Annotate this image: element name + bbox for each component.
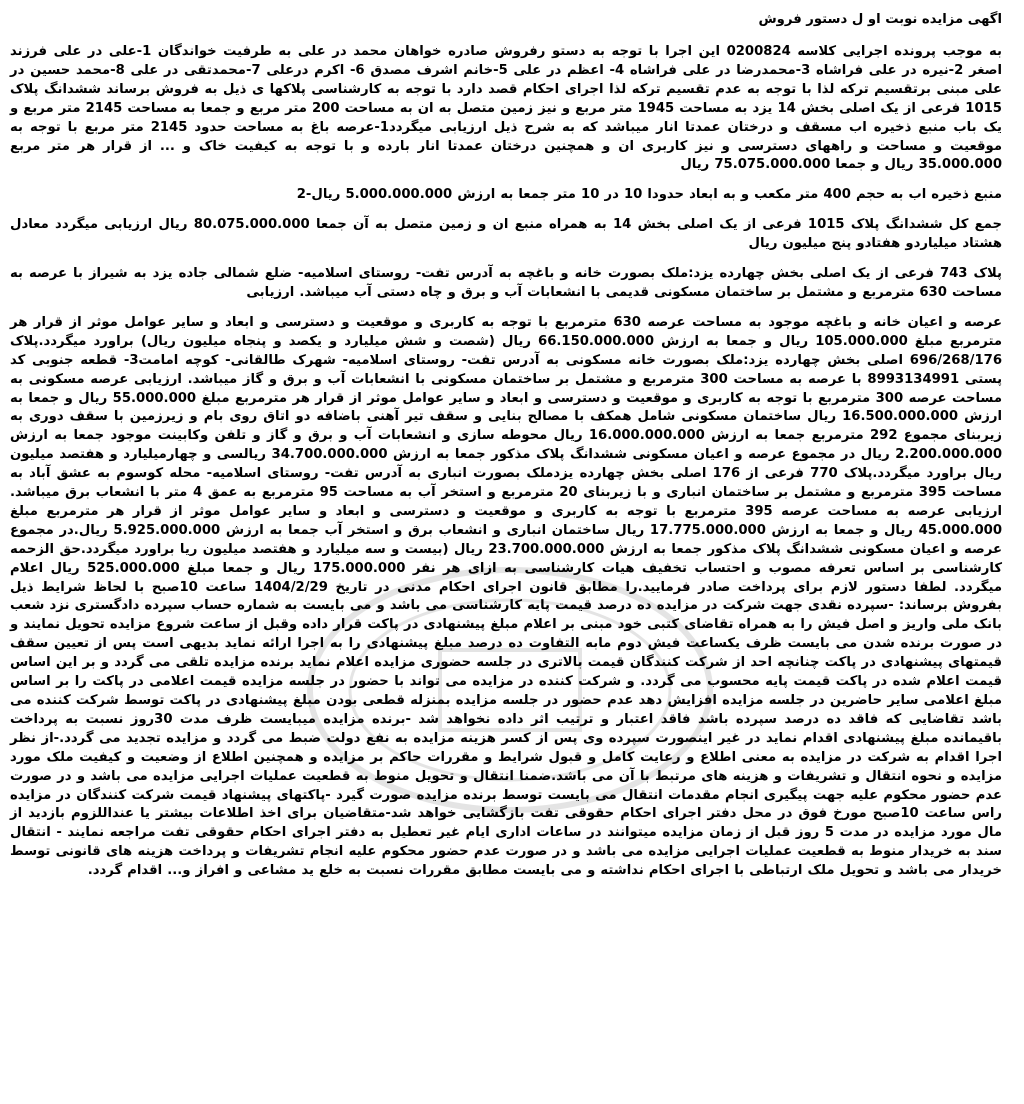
paragraph-water-tank: منبع ذخیره اب به حجم 400 متر مکعب و به ابعاد حدودا 10 در 10 متر جمعا به ارزش 5.000.000.000 ریال-2 <box>296 187 1002 203</box>
paragraph-plot-743: پلاک 743 فرعی از یک اصلی بخش چهارده یزد:ملک بصورت خانه و باغچه به آدرس تفت- روستای اسلامیه- ضلع شمالی جاده یزد به شیراز با عرصه به مساحت 630 مترمربع و مشتمل بر ساختمان مسکونی قدیمی با انشعابات آب و برق و چاه دستی آب میباشد. ارزیابی <box>10 266 1002 300</box>
paragraph-total-plot-1015: جمع کل ششدانگ پلاک 1015 فرعی از یک اصلی بخش 14 به همراه منبع ان و زمین متصل به آن جمعا 80.075.000.000 ریال ارزیابی میگردد معادل هشتاد میلیاردو هفتادو پنج میلیون ریال <box>10 217 1003 252</box>
paragraph-case-intro: به موجب پرونده اجرایی کلاسه 0200824 این اجرا با توجه به دستو رفروش صادره خواهان محمد در علی به طرفیت خواندگان 1-علی در علی فرزند اصغر 2-نیره در علی فراشاه 3-محمدرضا در علی فراشاه 4- اعظم در علی 5-خانم اشرف مصدق 6- اکرم درعلی 7-محمدتقی در علی 8-محمد حسین در علی مبنی برتقسیم ترکه لذا با توجه به عدم تقسیم ترکه لذا اجرای احکام قصد دارد با توجه به کارشناسی پلاکها ی ذیل به فروش برساند ششدانگ پلاک 1015 فرعی از یک اصلی بخش 14 یزد به مساحت 1945 متر مربع و نیز زمین متصل به ان به مساحت 200 متر مربع و جمعا به مساحت 2145 متر مربع و یک باب منبع ذخیره اب مسقف و درختان عمدتا انار میباشد که به شرح ذیل ارزیابی میگردد1-عرصه باغ به مساحت حدود 2145 متر مربع با توجه به موقعیت و مساحت و راههای دسترسی و نیز کاربری ان و همچنین درختان عمدتا انار بارده و با توجه به کیفیت خاک و ... از قرار هر متر مربع 35.000.000 ریال و جمعا 75.075.000.000 ریال <box>10 44 1003 173</box>
notice-title: اگهی مزایده نوبت او ل دستور فروش <box>758 12 1002 27</box>
paragraph-valuation-and-conditions: عرصه و اعیان خانه و باغچه موجود به مساحت عرصه 630 مترمربع با توجه به کاربری و موقعیت و دسترسی و ابعاد و سایر عوامل موثر از قرار هر مترمربع مبلغ 105.000.000 ریال و جمعا به ارزش 66.150.000.000 ریال (شصت و شش میلیارد و یکصد و پنجاه میلیون ریال) براورد میگردد.پلاک 696/268/176 اصلی بخش چهارده یزد:ملک بصورت خانه مسکونی به آدرس تفت- روستای اسلامیه- شهرک طالقانی- کوچه امامت3- قطعه جنوبی کد پستی 8993134991 با عرصه به مساحت 300 مترمربع و مشتمل بر ساختمان مسکونی با انشعابات آب و برق و گاز میباشد. ارزیابی عرصه مسکونی به مساحت عرصه 300 مترمربع با توجه به کاربری و موقعیت و دسترسی و ابعاد و سایر عوامل موثر از قرار هر مترمربع مبلغ 55.000.000 ریال و جمعا به ارزش 16.500.000.000 ریال ساختمان مسکونی شامل همکف با مصالح بنایی و سقف تیر آهنی باضافه دو اتاق روی بام و زیرزمین با سقف دوری به زیربنای مجموع 292 مترمربع جمعا به ارزش 16.000.000.000 ریال محوطه سازی و انشعابات آب و برق و گاز و تلفن وکابینت موجود جمعا به ارزش 2.200.000.000 ریال در مجموع عرصه و اعیان مسکونی ششدانگ پلاک مذکور جمعا به ارزش 34.700.000.000 ریالسی و چهارمیلیارد و هفتصد میلیون ریال براورد میگردد.پلاک 770 فرعی از 176 اصلی بخش چهارده یزدملک بصورت انباری به آدرس تفت- روستای اسلامیه- محله کوسوم به عشق آباد به مساحت 395 مترمربع و مشتمل بر ساختمان انباری و با زیربنای 20 مترمربع و استخر آب به مساحت 95 مترمربع به عمق 4 متر با انشعاب برق میباشد. ارزیابی عرصه به مساحت عرصه 395 مترمربع با توجه به کاربری و موقعیت و دسترسی و ابعاد و سایر عوامل موثر از قرار هر مترمربع مبلغ 45.000.000 ریال و جمعا به ارزش 17.775.000.000 ریال ساختمان انباری و انشعاب برق و استخر آب جمعا به ارزش 5.925.000.000 ریال.در مجموع عرصه و اعیان مسکونی ششدانگ پلاک مذکور جمعا به ارزش 23.700.000.000 ریال (بیست و سه میلیارد و هفتصد میلیون ریا براورد میگردد.حق الزحمه کارشناسی بر اساس تعرفه مصوب و احتساب تخفیف هیات کارشناسی به ازای هر نفر 175.000.000 ریال و جمعا مبلغ 525.000.000 ریال اعلام میگردد. لطفا دستور لازم برای پرداخت صادر فرمایید.را مطابق قانون اجرای احکام مدنی در تاریخ 1404/2/29 ساعت 10صبح با لحاظ شرایط ذیل بفروش برساند: -سپرده نقدی جهت شرکت در مزایده ده درصد قیمت پایه کارشناسی می باشد و می بایست به شماره حساب سپرده دادگستری نزد شعب بانک ملی واریز و اصل فیش را به همراه تقاضای کتبی خود مبنی بر اعلام مبلغ پیشنهادی در پاکت قرار داده وقبل از ساعت شروع مزایده تحویل نمایند و در صورت برنده شدن می بایست ظرف یکساعت فیش دوم مابه التفاوت ده درصد مبلغ پیشنهادی را به اجرا ارائه نماید بدیهی است پس از تعیین سقف قیمتهای پیشنهادی در پاکت چنانچه احد از شرکت کنندگان قیمت بالاتری در جلسه حضوری مزایده اعلام نماید برنده مزایده تلقی می گردد و بر این اساس قیمت اعلام شده در پاکت قیمت پایه محسوب می گردد. و شرکت کننده در مزایده می تواند با حضور در جلسه مزایده قیمت اعلامی در پاکت را بر اساس مبلغ اعلامی سایر حاضرین در جلسه مزایده افزایش دهد عدم حضور در جلسه مزایده بمنزله قطعی بودن مبلغ پیشنهادی در پاکت توسط شرکت کننده می باشد تقاضایی که فاقد ده درصد سپرده باشد فاقد اعتبار و ترتیب اثر داده نخواهد شد -برنده مزایده میبایست ظرف مدت 30روز نسبت به پرداخت باقیمانده مبلغ پیشنهادی اقدام نماید در غیر اینصورت سپرده وی پس از کسر هزینه مزایده به نفع دولت ضبط می گردد و مزایده تجدید می گردد.-از نظر اجرا اقدام به شرکت در مزایده به معنی اطلاع و رعایت کامل و قبول شرایط و مقررات حاکم بر مزایده و همچنین اطلاع از وضعیت و کیفیت ملک مورد مزایده و نحوه انتقال و تشریفات و هزینه های مرتبط با آن می باشد.ضمنا انتقال و تحویل منوط به قطعیت عملیات اجرایی مزایده می باشد و در صورت عدم حضور محکوم علیه جهت پیگیری انجام مقدمات انتقال می بایست توسط برنده مزایده صورت گیرد -پاکتهای پیشنهاد قیمت شرکت کنندگان در مزایده راس ساعت 10صبح مورخ فوق در محل دفتر اجرای احکام حقوقی تفت بازگشایی خواهد شد-متقاضیان برای اخذ اطلاعات بیشتر یا عنداللزوم بازدید از مال مورد مزایده در مدت 5 روز قبل از زمان مزایده میتوانند در ساعات اداری ایام غیر تعطیل به دفتر اجرای احکام حقوقی تفت مراجعه نمایند - انتقال سند به خریدار منوط به قطعیت عملیات اجرایی مزایده می باشد و در صورت عدم حضور محکوم علیه انجام تشریفات و پرداخت هزینه های قانونی توسط خریدار می باشد و تحویل ملک ارتباطی با اجرای احکام نداشته و می بایست مطابق مقررات نسبت به خلع ید مشاعی و افراز و... اقدام گردد. <box>10 314 1003 879</box>
